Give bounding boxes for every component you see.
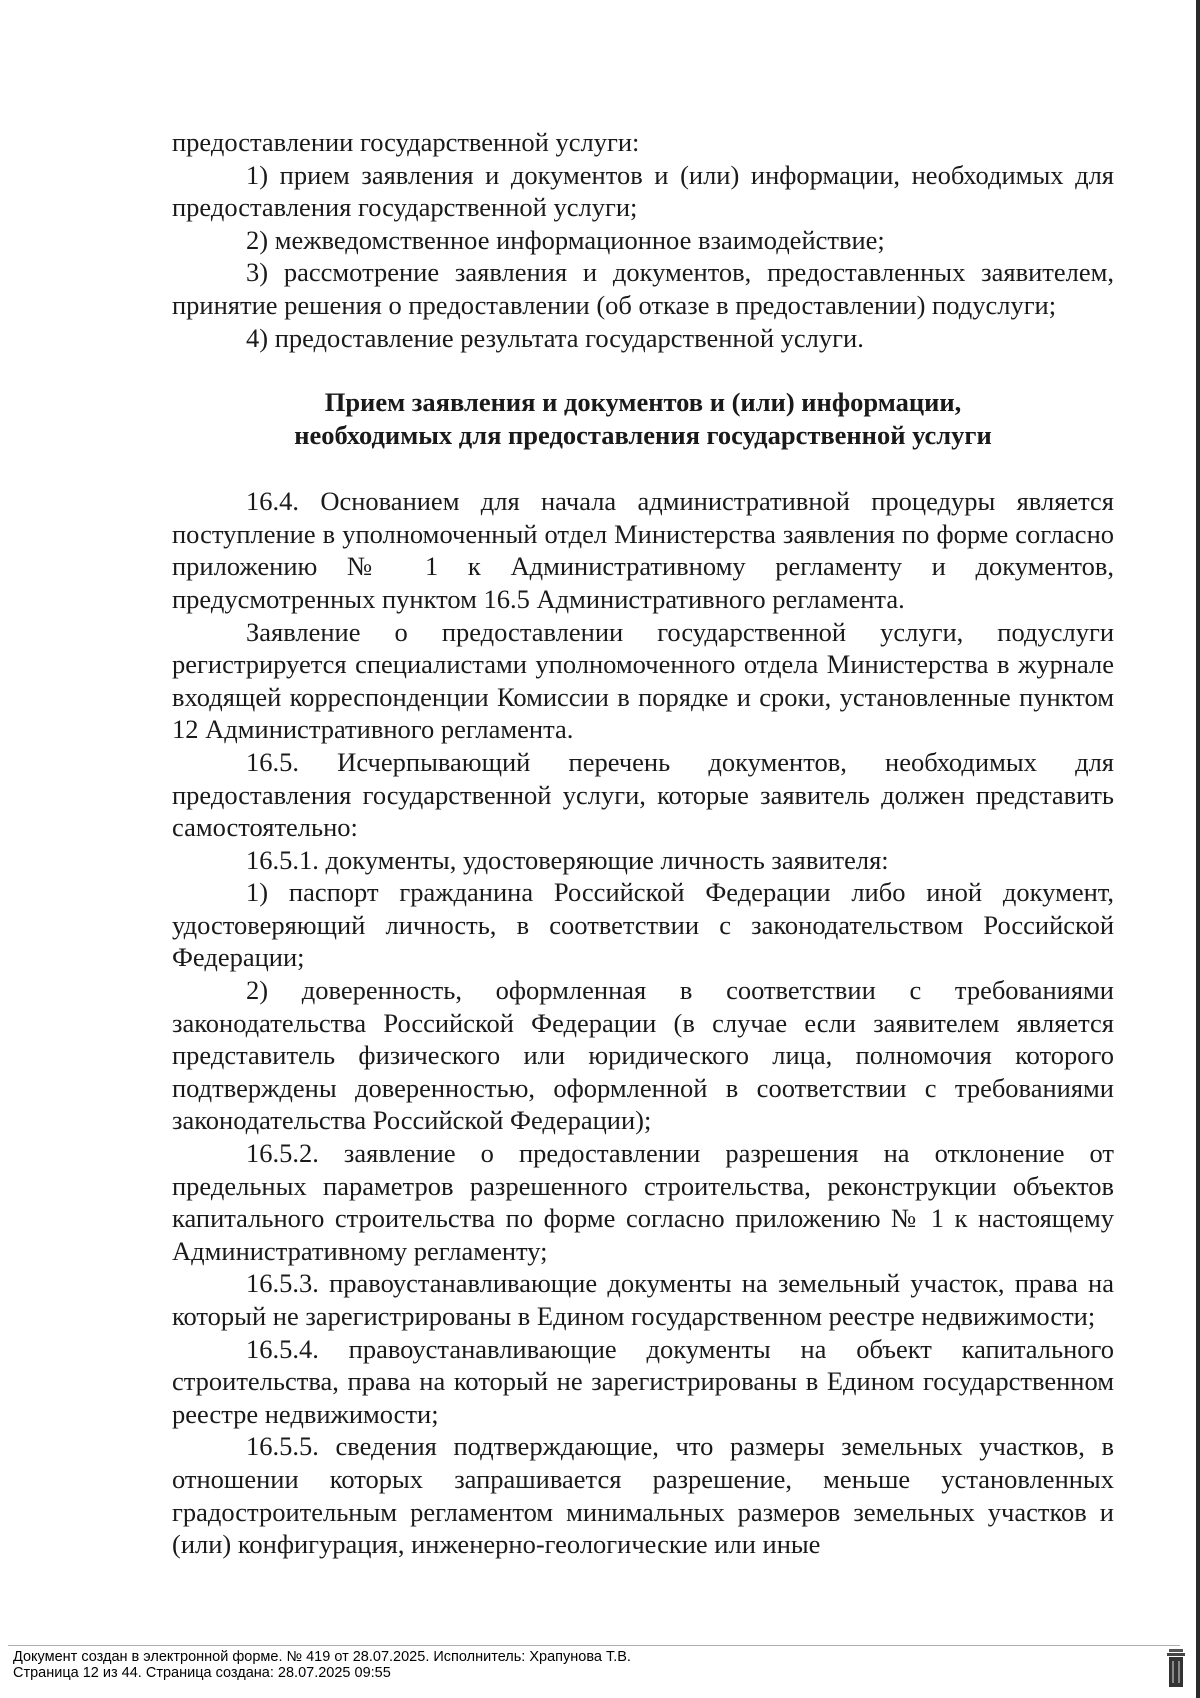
paragraph: 16.5.5. сведения подтверждающие, что размеры земельных участков, в отношении которых запрашивается разрешение, меньше установленных градостроительным регламентом минимальных размеров земельных участков и (или) конфигурация, инженерно-геологические или иные — [172, 1431, 1114, 1560]
paragraph: 16.5.3. правоустанавливающие документы на земельный участок, права на который не зарегистрированы в Едином государственном реестре недвижимости; — [172, 1268, 1114, 1331]
document-body — [172, 126, 1114, 1561]
paragraph: предоставлении государственной услуги: — [172, 127, 640, 157]
paragraph: 16.5.2. заявление о предоставлении разрешения на отклонение от предельных параметров разрешенного строительства, реконструкции объектов капитального строительства по форме согласно приложению № 1 к настоящему Административному регламенту; — [172, 1138, 1114, 1266]
paragraph: Заявление о предоставлении государственной услуги, подуслуги регистрируется специалистами уполномоченного отдела Министерства в журнале входящей корреспонденции Комиссии в порядке и сроки, установленные пунктом 12 Административного регламента. — [172, 616, 1114, 745]
scan-edge — [1196, 0, 1200, 1698]
paragraph: 3) рассмотрение заявления и документов, предоставленных заявителем, принятие решения о предоставлении (об отказе в предоставлении) подуслуги; — [172, 257, 1114, 320]
paragraph: 16.5.4. правоустанавливающие документы на объект капитального строительства, права на который не зарегистрированы в Едином государственном реестре недвижимости; — [172, 1333, 1114, 1429]
footer-line: Страница 12 из 44. Страница создана: 28.07.2025 09:55 — [13, 1665, 391, 1681]
paragraph: 16.5.1. документы, удостоверяющие личность заявителя: — [246, 844, 889, 875]
section-heading-line: необходимых для предоставления государственной услуги — [294, 420, 992, 451]
paragraph: 1) прием заявления и документов и (или) информации, необходимых для предоставления государственной услуги; — [172, 159, 1114, 223]
footer-divider — [8, 1645, 1180, 1646]
footer-line: Документ создан в электронной форме. № 419 от 28.07.2025. Исполнитель: Храпунова Т.В. — [13, 1649, 631, 1665]
paragraph: 2) доверенность, оформленная в соответствии с требованиями законодательства Российской Федерации (в случае если заявителем является представитель физического или юридического лица, полномочия которого подтверждены доверенностью, оформленной в соответствии с требованиями законодательства Российской Федерации); — [172, 975, 1114, 1136]
document-footer — [13, 1649, 631, 1681]
trash-bin-icon — [1165, 1647, 1187, 1691]
paragraph: 16.5. Исчерпывающий перечень документов, необходимых для предоставления государственной услуги, которые заявитель должен представить самостоятельно: — [172, 746, 1114, 843]
paragraph: 4) предоставление результата государственной услуги. — [246, 322, 864, 353]
paragraph: 2) межведомственное информационное взаимодействие; — [246, 224, 885, 255]
section-heading — [172, 386, 1114, 452]
section-heading-line: Прием заявления и документов и (или) информации, — [324, 387, 962, 418]
paragraph: 16.4. Основанием для начала административной процедуры является поступление в уполномоченный отдел Министерства заявления по форме согласно приложению № 1 к Административному регламенту и документов, предусмотренных пунктом 16.5 Административного регламента. — [172, 486, 1114, 614]
paragraph: 1) паспорт гражданина Российской Федерации либо иной документ, удостоверяющий личность, в соответствии с законодательством Российской Федерации; — [172, 877, 1114, 973]
